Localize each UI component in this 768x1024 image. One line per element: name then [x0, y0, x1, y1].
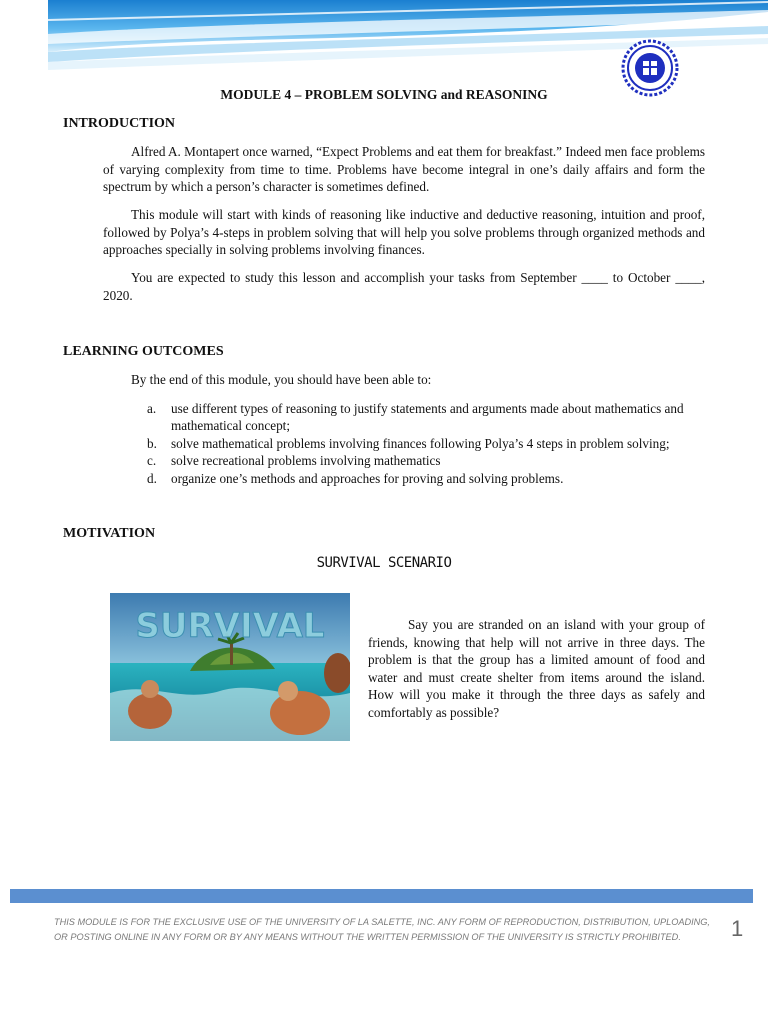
- list-item-text: organize one’s methods and approaches for proving and solving problems.: [171, 470, 564, 486]
- list-item-text: use different types of reasoning to justify statements and arguments made about mathematics and mathematical concept;: [171, 401, 684, 434]
- introduction-heading: INTRODUCTION: [63, 116, 176, 131]
- list-item-text: solve recreational problems involving mathematics: [171, 453, 441, 469]
- list-marker: d.: [147, 470, 157, 486]
- copyright-notice: THIS MODULE IS FOR THE EXCLUSIVE USE OF THE UNIVERSITY OF LA SALETTE, INC. ANY FORM OF REPRODUCTION, DISTRIBUTION, UPLOADING, OR POSTING ONLINE IN ANY FORM OR BY ANY MEANS WITHOUT THE WRITTEN PERMISSION OF THE UNIVERSITY IS STRICTLY PROHIBITED.: [54, 917, 710, 942]
- footer-bar: [10, 889, 753, 903]
- learning-outcomes-list: [147, 400, 707, 487]
- list-item-text: solve mathematical problems involving finances following Polya’s 4 steps in problem solving;: [171, 435, 670, 451]
- learning-outcomes-intro: By the end of this module, you should have been able to:: [131, 372, 432, 387]
- survival-image-text: SURVIVAL: [135, 606, 325, 646]
- introduction-paragraph-2: [103, 206, 705, 259]
- list-item: [147, 452, 707, 469]
- survival-scenario-body: Say you are stranded on an island with your group of friends, knowing that help will not arrive in three days. The problem is that the group has a limited amount of food and water and must create shelter from items around the island. How will you make it through the three days as safely and comfortably as possible?: [368, 617, 705, 720]
- list-item: [147, 470, 707, 487]
- survival-scenario-text: [368, 616, 705, 722]
- list-item: [147, 435, 707, 452]
- list-marker: a.: [147, 401, 157, 416]
- module-title: MODULE 4 – PROBLEM SOLVING and REASONING: [220, 87, 548, 102]
- introduction-paragraph-3: [103, 269, 705, 304]
- learning-outcomes-heading: LEARNING OUTCOMES: [63, 344, 224, 359]
- list-marker: b.: [147, 435, 157, 451]
- introduction-paragraph-2-text: This module will start with kinds of reasoning like inductive and deductive reasoning, intuition and proof, followed by Polya’s 4-steps in problem solving that will help you solve problems through organized methods and approaches specially in solving problems involving finances.: [103, 207, 705, 258]
- introduction-paragraph-3-text: You are expected to study this lesson and accomplish your tasks from September ____ to October ____, 2020.: [103, 270, 705, 303]
- introduction-paragraph-1-text: Alfred A. Montapert once warned, “Expect Problems and eat them for breakfast.” Indeed men face problems of varying complexity from time to time. Problems have become integral in one’s daily affairs and form the spectrum by which a person’s character is sometimes defined.: [103, 144, 705, 195]
- introduction-paragraph-1: [103, 143, 705, 196]
- survival-island-image: [110, 593, 350, 741]
- list-item: [147, 400, 707, 435]
- list-marker: c.: [147, 453, 157, 469]
- motivation-heading: MOTIVATION: [63, 526, 156, 541]
- page-number: 1: [731, 916, 744, 941]
- survival-scenario-title: SURVIVAL SCENARIO: [316, 555, 452, 571]
